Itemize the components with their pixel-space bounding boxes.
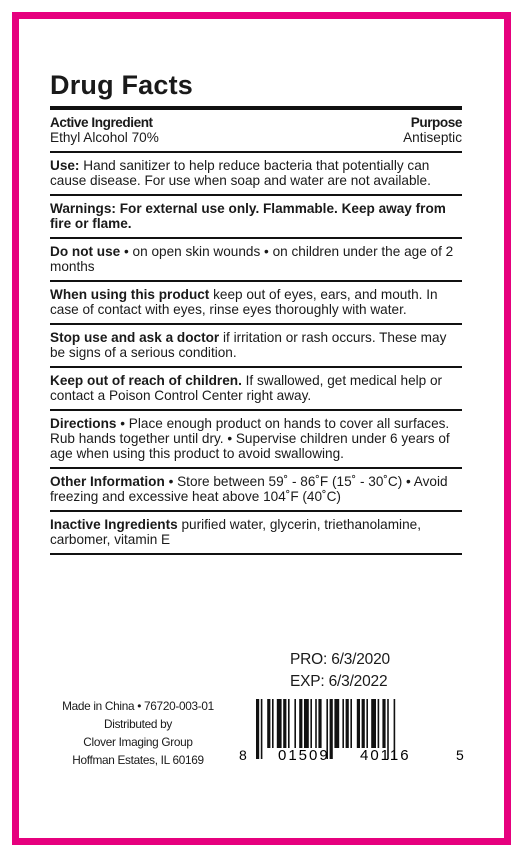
barcode-bar xyxy=(371,699,376,748)
company-address: Hoffman Estates, IL 60169 xyxy=(72,753,204,767)
use-text: Hand sanitizer to help reduce bacteria that potentially can cause disease. For use when soap and water are not available. xyxy=(50,158,431,188)
barcode-digit-right: 5 xyxy=(456,747,464,763)
barcode-bar xyxy=(294,699,296,748)
keep-out-label: Keep out of reach of children. xyxy=(50,373,242,388)
barcode-digit-left: 8 xyxy=(239,747,247,763)
barcode-bar xyxy=(256,699,259,759)
company-name: Clover Imaging Group xyxy=(83,735,193,749)
barcode-bar xyxy=(366,699,368,748)
active-ingredient-section xyxy=(50,110,462,151)
purpose-header: Purpose xyxy=(410,115,462,130)
manufacturer-info xyxy=(46,697,230,769)
when-using-section xyxy=(50,282,462,323)
purpose-value: Antiseptic xyxy=(403,130,462,145)
do-not-use-section xyxy=(50,239,462,280)
rule xyxy=(50,553,462,555)
do-not-use-label: Do not use xyxy=(50,244,121,259)
when-using-text: keep out of eyes, ears, and mouth. In case of contact with eyes, rinse eyes thoroughly with water. xyxy=(50,287,438,317)
barcode-bar xyxy=(288,699,290,748)
directions-label: Directions xyxy=(50,416,117,431)
active-ingredient-header: Active Ingredient xyxy=(50,115,153,130)
keep-out-section xyxy=(50,368,462,409)
barcode-bar xyxy=(299,699,302,748)
upc-barcode xyxy=(236,697,468,765)
directions-section xyxy=(50,411,462,467)
barcode-bar xyxy=(315,699,317,748)
barcode-bar xyxy=(272,699,274,748)
other-info-section xyxy=(50,469,462,510)
drug-facts-panel xyxy=(50,68,462,555)
inactive-section xyxy=(50,512,462,553)
barcode-bar xyxy=(350,699,352,748)
drug-facts-title: Drug Facts xyxy=(50,70,194,100)
barcode-bar xyxy=(304,699,309,748)
production-dates xyxy=(290,649,390,693)
barcode-bar xyxy=(382,699,385,748)
use-label: Use: xyxy=(50,158,80,173)
barcode-bar xyxy=(277,699,282,748)
other-info-label: Other Information xyxy=(50,474,165,489)
keep-out-text: If swallowed, get medical help or contact a Poison Control Center right away. xyxy=(50,373,443,403)
stop-use-text: if irritation or rash occurs. These may be signs of a serious condition. xyxy=(50,330,447,360)
barcode-bar xyxy=(283,699,286,748)
exp-date: EXP: 6/3/2022 xyxy=(290,673,388,690)
distributed-by-line: Distributed by xyxy=(104,717,172,731)
barcode-group-right: 40116 xyxy=(360,747,411,764)
use-section xyxy=(50,153,462,194)
directions-text: • Place enough product on hands to cover all surfaces. Rub hands together until dry. • Supervise children under 6 years of age when using this product to avoid swallowing. xyxy=(50,416,450,461)
made-in-line: Made in China • 76720-003-01 xyxy=(62,699,214,713)
barcode-bar xyxy=(261,699,263,759)
pro-date: PRO: 6/3/2020 xyxy=(290,651,390,668)
other-info-text: • Store between 59˚ - 86˚F (15˚ - 30˚C) • Avoid freezing and excessive heat above 104˚F (40˚C) xyxy=(50,474,448,504)
warnings-section xyxy=(50,196,462,237)
barcode-bar xyxy=(357,699,360,748)
barcode-bar xyxy=(330,699,333,759)
warnings-label: Warnings: For external use only. Flammable. Keep away from fire or flame. xyxy=(50,201,446,231)
inactive-label: Inactive Ingredients xyxy=(50,517,178,532)
inactive-text: purified water, glycerin, triethanolamine, carbomer, vitamin E xyxy=(50,517,421,547)
stop-use-label: Stop use and ask a doctor xyxy=(50,330,220,345)
barcode-bar xyxy=(362,699,365,748)
barcode-bar xyxy=(346,699,349,748)
barcode-bar xyxy=(334,699,339,748)
barcode-group-left: 01509 xyxy=(278,747,330,764)
barcode-bar xyxy=(342,699,344,748)
barcode-bar xyxy=(378,699,380,748)
do-not-use-text: • on open skin wounds • on children under the age of 2 months xyxy=(50,244,454,274)
barcode-bar xyxy=(310,699,312,748)
ingredient-value: Ethyl Alcohol 70% xyxy=(50,130,159,145)
stop-use-section xyxy=(50,325,462,366)
when-using-label: When using this product xyxy=(50,287,210,302)
barcode-bar xyxy=(267,699,270,748)
barcode-bar xyxy=(318,699,321,748)
